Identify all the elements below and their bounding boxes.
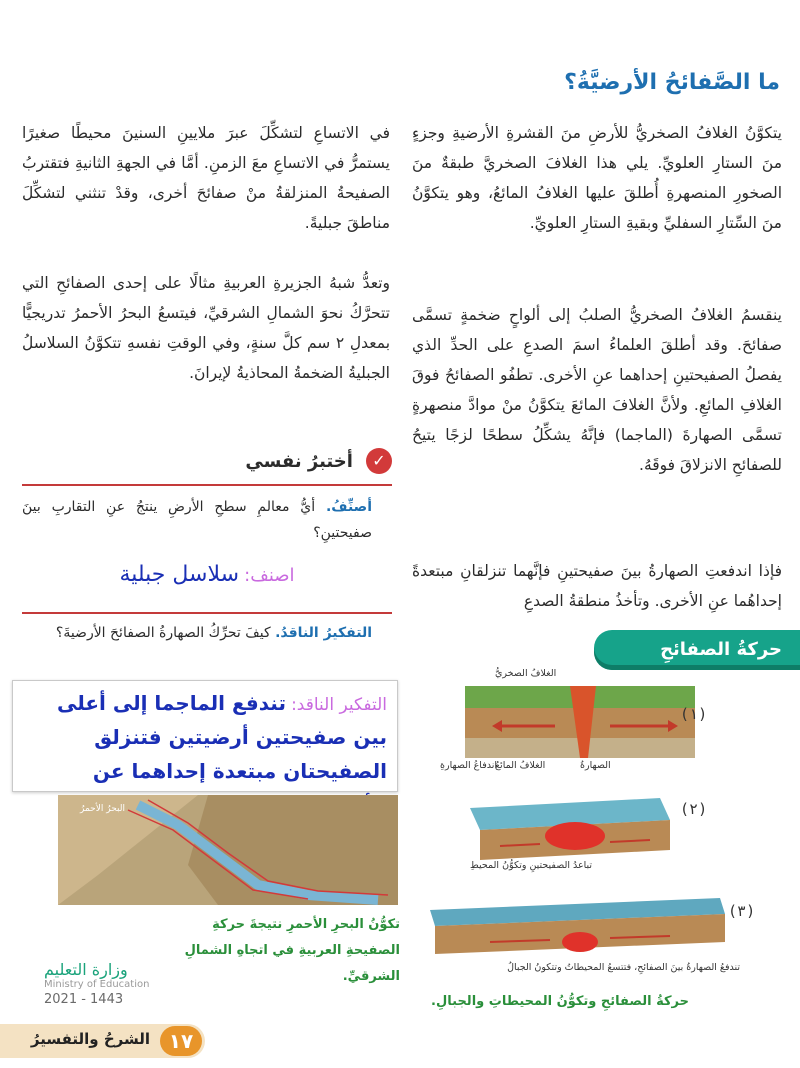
quiz-heading: أختبرُ نفسي [245, 450, 353, 472]
ministry-name-ar: وزارة التعليم [44, 960, 128, 979]
section-title: ما الصَّفائحُ الأرضيَّةُ؟ [564, 70, 780, 95]
diagram-2-number: (٢) [680, 800, 708, 818]
check-icon: ✓ [366, 448, 392, 474]
plate-diagram-2 [460, 790, 680, 862]
left-paragraph-1: في الاتساعِ لتشكِّلَ عبرَ ملايينِ السنينَ محيطًا صغيرًا يستمرُّ في الاتساعِ معَ الزمنِ. أمَّا في الجهةِ الثانيةِ فتقتربُ الصفيحةُ المنزلقةُ منْ صفائحَ أخرى، وقدْ تنثني لتشكِّلَ مناطقَ جبليةً. [22, 124, 390, 232]
quiz-divider-top [22, 484, 392, 486]
critical-answer-box [12, 680, 398, 792]
quiz-classify-question [22, 494, 372, 546]
quiz-divider-mid [22, 612, 392, 614]
plate-diagram-3 [420, 890, 730, 960]
classify-label: أصنِّفُ. [325, 499, 372, 515]
page-number: ١٧ [160, 1026, 202, 1056]
figure-caption: حركةُ الصفائحِ وتكوُّنُ المحيطاتِ والجبالِ. [431, 994, 689, 1009]
label-magma-push: اندفاعُ الصهارةِ [440, 760, 498, 771]
diagram-3-number: (٣) [728, 902, 756, 920]
footer-section: الشرحُ والتفسيرُ [30, 1030, 150, 1048]
right-paragraph-1: يتكوَّنُ الغلافُ الصخريُّ للأرضِ منَ القشرةِ الأرضيةِ وجزءٍ منَ الستارِ العلويِّ. يلي هذا الغلافَ الصخريَّ طبقةٌ منَ الصخورِ المنصهرةِ أُطلقَ عليها الغلافُ المائعُ، وهو يتكوَّنُ منَ السِّتارِ السفليِّ وبقيةِ الستارِ العلويِّ. [412, 124, 782, 232]
plates-banner: حركةُ الصفائحِ [594, 630, 800, 670]
ministry-name-en: Ministry of Education [44, 979, 150, 990]
answer-prefix: اصنف: [244, 565, 295, 586]
quiz-heading-row [22, 448, 392, 478]
map-label: البحرُ الأحمرُ [80, 804, 125, 814]
classify-question: أيُّ معالمِ سطحِ الأرضِ ينتجُ عنِ التقاربِ بينَ صفيحتينِ؟ [22, 499, 372, 541]
quiz-critical-question [22, 620, 372, 646]
critical-answer-prefix: التفكير الناقد: [291, 695, 387, 715]
diagram-2-caption: تباعدُ الصفيحتينِ وتكوُّنُ المحيطِ [470, 860, 593, 871]
critical-answer-text: تندفع الماجما إلى أعلى بين صفيحتين أرضيتين فتنزلق الصفيحتان مبتعدة إحداهما عن [56, 691, 387, 783]
critical-question: كيفَ تحرِّكُ الصهارةُ الصفائحَ الأرضيةَ؟ [55, 625, 271, 641]
ministry-logo [44, 960, 164, 1007]
diagram-1-number: (١) [680, 705, 708, 723]
critical-label: التفكيرُ الناقدُ. [275, 625, 372, 641]
answer-text: سلاسل جبلية [119, 562, 240, 587]
diagram-3-caption: تندفعُ الصهارةُ بينَ الصفائحِ، فتتسعُ المحيطاتُ وتتكونُ الجبالُ [507, 962, 740, 973]
right-paragraph-2: ينقسمُ الغلافُ الصخريُّ الصلبُ إلى ألواحٍ ضخمةٍ تسمَّى صفائحَ. وقد أطلقَ العلماءُ اسمَ الصدعِ على الحدِّ الذي يفصلُ الصفيحتينِ إحداهما عنِ الأخرى. تطفُو الصفائحُ فوقَ الغلافِ المائعِ. ولأنَّ الغلافَ المائعَ يتكوَّنُ منْ موادَّ منصهرةٍ تسمَّى الصهارةَ (الماجما) فإنَّهُ يشكِّلُ سطحًا لزجًا يتيحُ للصفائحِ الانزلاقَ فوقَهُ. [412, 306, 782, 474]
classify-answer [22, 562, 392, 587]
label-asthenosphere: الغلافُ المائعُ [495, 760, 546, 771]
ministry-year: 2021 - 1443 [44, 992, 124, 1007]
label-lithosphere: الغلافُ الصخريُّ [495, 668, 557, 679]
map-caption: تكوُّنُ البحرِ الأحمرِ نتيجةَ حركةِ الصفيحةِ العربيةِ في اتجاهِ الشمالِ الشرقيِّ. [184, 917, 400, 984]
label-magma: الصهارةُ [580, 760, 611, 771]
right-paragraph-3: فإذا اندفعتِ الصهارةُ بينَ صفيحتينِ فإنَّهما تنزلقانِ مبتعدةً إحداهُما عنِ الأخرى. وتأخذُ منطقةُ الصدعِ [412, 562, 782, 610]
left-paragraph-2: وتعدُّ شبهُ الجزيرةِ العربيةِ مثالًا على إحدى الصفائحِ التي تتحرَّكُ نحوَ الشمالِ الشرقيِّ، فيتسعُ البحرُ الأحمرُ تدريجيًّا بمعدلِ ٢ سم كلَّ سنةٍ، وفي الوقتِ نفسهِ تتكوَّنُ السلاسلُ الجبليةُ الضخمةُ المحاذيةُ لإيرانَ. [22, 274, 391, 382]
